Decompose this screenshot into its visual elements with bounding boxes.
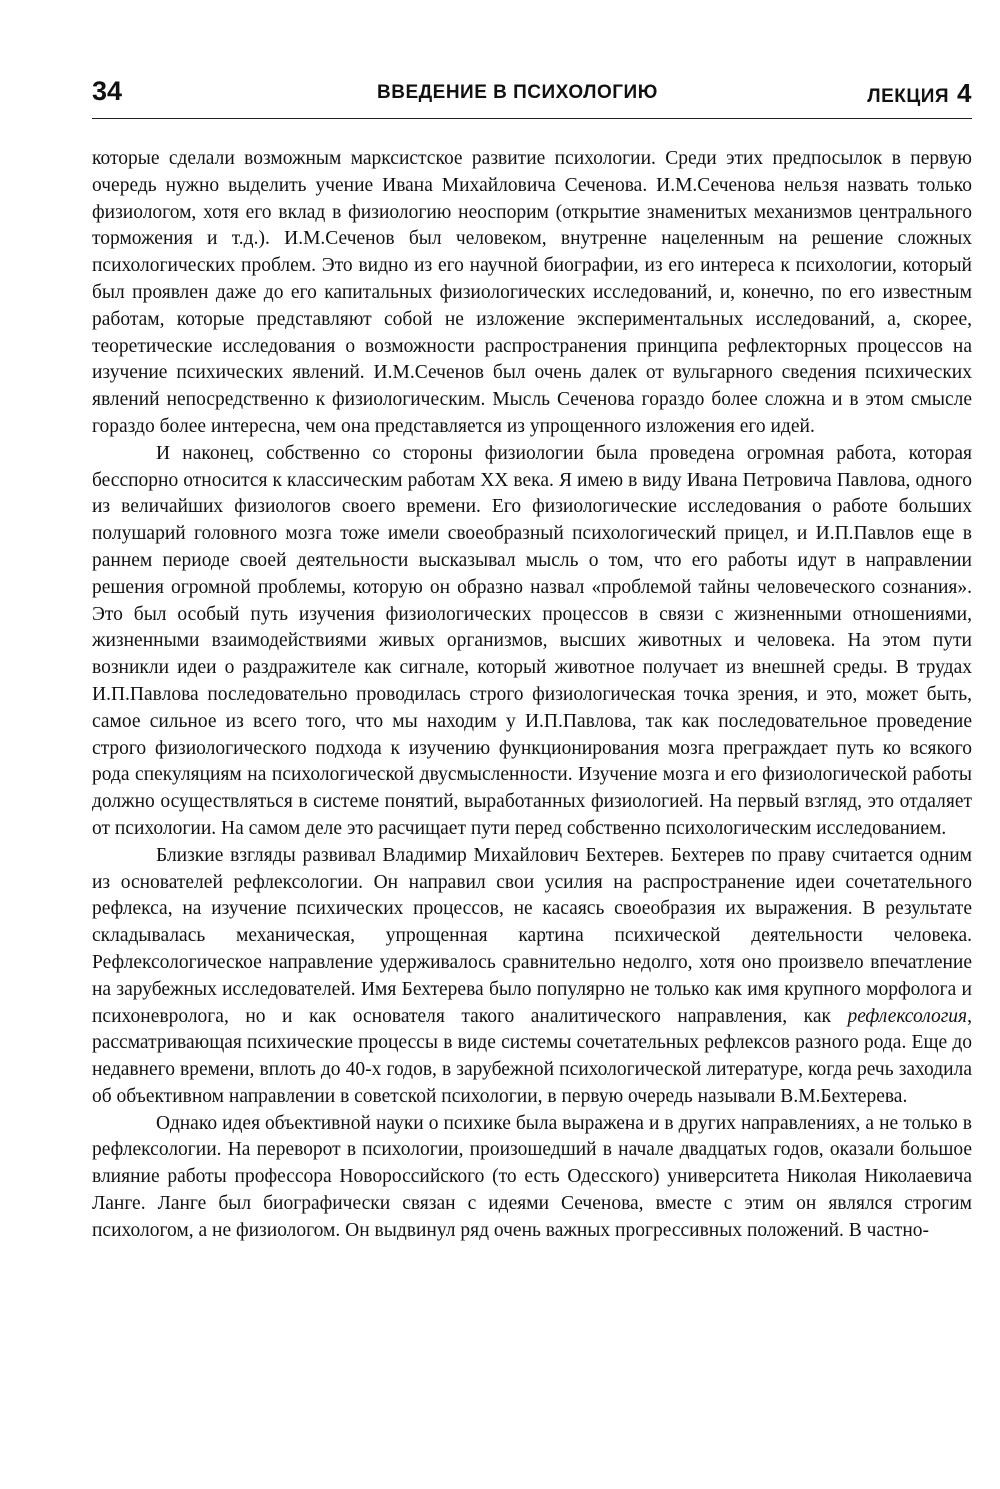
paragraph-3-text-after: , рассматривающая психические процессы в виде системы сочетательных рефлексов разного рода. Еще до недавнего времени, вплоть до 40-х годов, в зарубежной психологической литературе, когда речь заходила об объективном направлении в советской психологии, в первую очередь называли В.М.Бехтерева. — [92, 1005, 972, 1107]
page-body — [92, 146, 972, 1245]
paragraph-4: Однако идея объективной науки о психике была выражена и в других направлениях, а не только в рефлексологии. На переворот в психологии, произошедший в начале двадцатых годов, оказали большое влияние работы профессора Новороссийского (то есть Одесского) университета Николая Николаевича Ланге. Ланге был биографически связан с идеями Сеченова, вместе с этим он являлся строгим психологом, а не физиологом. Он выдвинул ряд очень важных прогрессивных положений. В частно- — [92, 1112, 972, 1241]
paragraph-3-text-before: Близкие взгляды развивал Владимир Михайлович Бехтерев. Бехтерев по праву считается одним из основателей рефлексологии. Он направил свои усилия на распространение идеи сочетательного рефлекса, на изучение психических процессов, не касаясь своеобразия их выражения. В результате складывалась механическая, упрощенная картина психической деятельности человека. Рефлексологическое направление удерживалось сравнительно недолго, хотя оно произвело впечатление на зарубежных исследователей. Имя Бехтерева было популярно не только как имя крупного морфолога и психоневролога, но и как основателя такого аналитического направления, как — [92, 844, 972, 1027]
running-title: ВВЕДЕНИЕ В ПСИХОЛОГИЮ — [377, 82, 658, 103]
paragraph-3-emphasis: рефлексология — [847, 1005, 968, 1027]
lecture-number: 4 — [957, 78, 972, 108]
page-header — [92, 76, 972, 120]
lecture-label — [867, 78, 972, 109]
paragraph-3 — [92, 843, 972, 1111]
lecture-label-text: ЛЕКЦИЯ — [867, 86, 950, 107]
paragraph-1: которые сделали возможным марксистское развитие психологии. Среди этих предпосылок в первую очередь нужно выделить учение Ивана Михайловича Сеченова. И.М.Сеченова нельзя назвать только физиологом, хотя его вклад в физиологию неоспорим (открытие знаменитых механизмов центрального торможения и т.д.). И.М.Сеченов был человеком, внутренне нацеленным на решение сложных психологических проблем. Это видно из его научной биографии, из его интереса к психологии, который был проявлен даже до его капитальных физиологических исследований, и, конечно, по его известным работам, которые представляют собой не изложение экспериментальных исследований, а, скорее, теоретические исследования о возможности распространения принципа рефлекторных процессов на изучение психических явлений. И.М.Сеченов был очень далек от вульгарного сведения психических явлений непосредственно к физиологическим. Мысль Сеченова гораздо более сложна и в этом смысле гораздо более интересна, чем она представляется из упрощенного изложения его идей. — [92, 148, 972, 437]
header-divider — [92, 118, 972, 119]
page-number: 34 — [92, 76, 123, 106]
paragraph-2: И наконец, собственно со стороны физиологии была проведена огромная работа, которая бесспорно относится к классическим работам XX века. Я имею в виду Ивана Петровича Павлова, одного из величайших физиологов своего времени. Его физиологические исследования о работе больших полушарий головного мозга тоже имели своеобразный психологический прицел, и И.П.Павлов еще в раннем периоде своей деятельности высказывал мысль о том, что его работы идут в направлении решения огромной проблемы, которую он образно назвал «проблемой тайны человеческого сознания». Это был особый путь изучения физиологических процессов в связи с жизненными отношениями, жизненными взаимодействиями живых организмов, высших животных и человека. На этом пути возникли идеи о раздражителе как сигнале, который животное получает из внешней среды. В трудах И.П.Павлова последовательно проводилась строго физиологическая точка зрения, и это, может быть, самое сильное из всего того, что мы находим у И.П.Павлова, так как последовательное проведение строго физиологического подхода к изучению функционирования мозга преграждает путь ко всякого рода спекуляциям на психологической двусмысленности. Изучение мозга и его физиологической работы должно осуществляться в системе понятий, выработанных физиологией. На первый взгляд, это отдаляет от психологии. На самом деле это расчищает пути перед собственно психологическим исследованием. — [92, 442, 972, 839]
